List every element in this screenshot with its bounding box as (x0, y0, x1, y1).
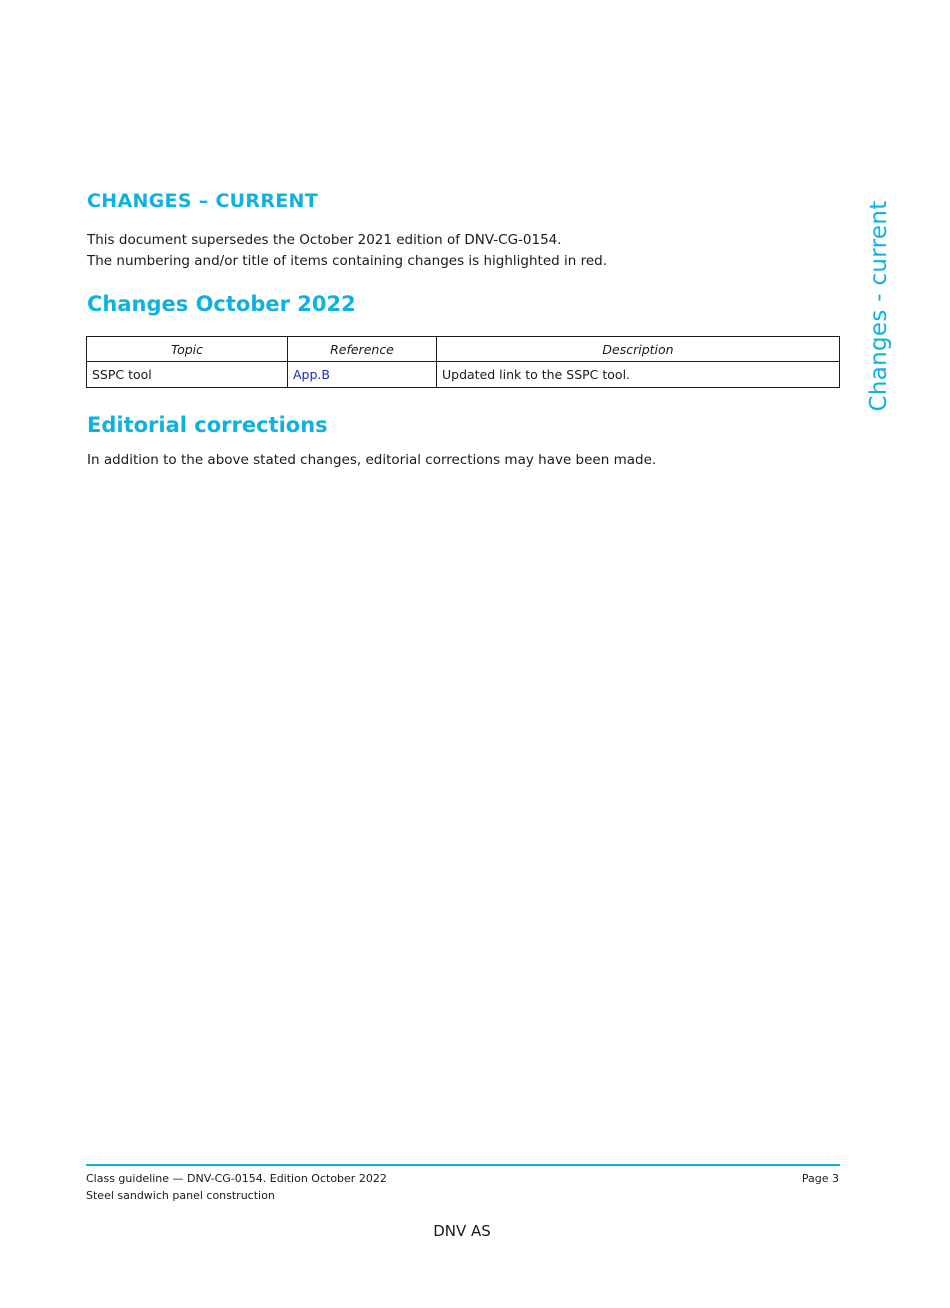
reference-link[interactable]: App.B (293, 367, 330, 382)
table-header-row (87, 337, 840, 362)
table-row (87, 362, 840, 388)
footer-divider (86, 1164, 840, 1166)
changes-heading: Changes October 2022 (87, 292, 356, 316)
footer-line-2: Steel sandwich panel construction (86, 1189, 275, 1202)
intro-text (87, 230, 847, 272)
editorial-text: In addition to the above stated changes, editorial corrections may have been made. (87, 452, 657, 468)
cell-description: Updated link to the SSPC tool. (437, 362, 840, 388)
header-reference: Reference (288, 337, 437, 362)
editorial-heading: Editorial corrections (87, 413, 328, 437)
intro-line-1: This document supersedes the October 2021 edition of DNV-CG-0154. (87, 232, 562, 248)
section-title: CHANGES – CURRENT (87, 190, 319, 212)
cell-topic: SSPC tool (87, 362, 288, 388)
header-topic: Topic (87, 337, 288, 362)
intro-line-2: The numbering and/or title of items containing changes is highlighted in red. (87, 253, 608, 269)
footer-line-1: Class guideline — DNV-CG-0154. Edition October 2022 (86, 1172, 387, 1185)
changes-table (86, 336, 840, 388)
header-description: Description (437, 337, 840, 362)
footer-document-info (86, 1170, 387, 1204)
footer-page-number: Page 3 (801, 1172, 839, 1185)
side-section-label: Changes - current (866, 200, 892, 412)
company-name: DNV AS (433, 1222, 491, 1240)
cell-reference (288, 362, 437, 388)
